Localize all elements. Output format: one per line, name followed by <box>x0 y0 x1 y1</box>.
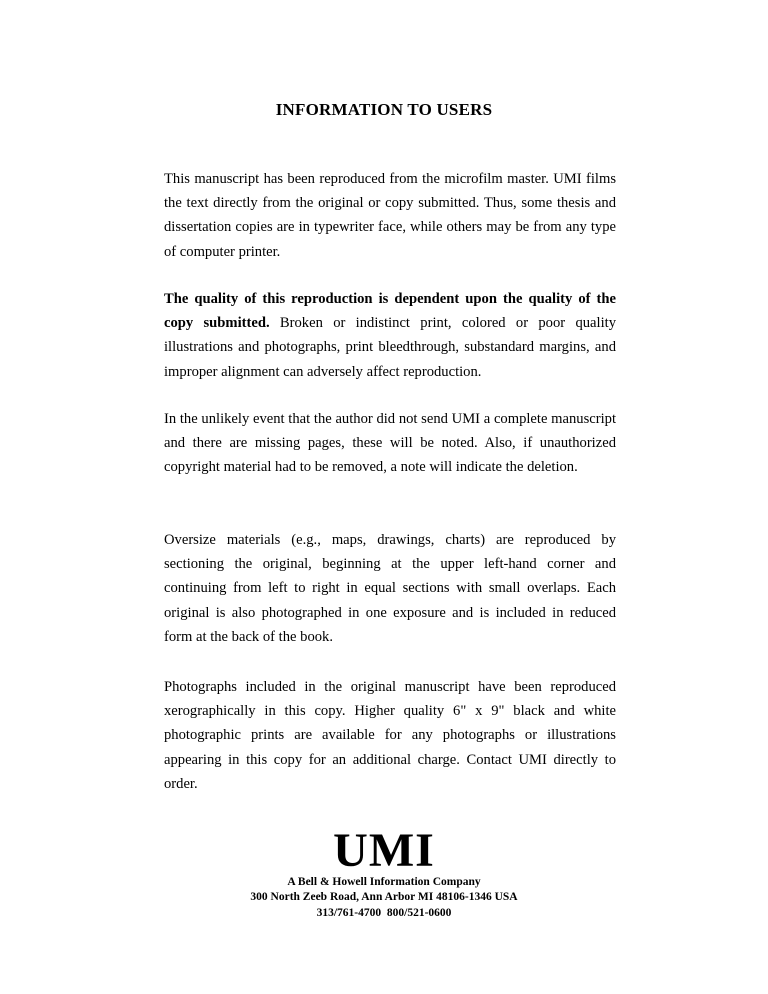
quality-details: Broken or indistinct print, colored or poor quality illustrations and photographs, print bleedthrough, substandard margins, and improper alignment can adversely affect reproduction. <box>164 315 616 380</box>
paragraph-photographs-note: Photographs included in the original manuscript have been reproduced xerographically in this copy. Higher quality 6" x 9" black and white photographic prints are available for any photographs or illustrations appearing in this copy for an additional charge. Contact UMI directly to order. <box>164 679 616 792</box>
publisher-phones: 313/761-4700 800/521-0600 <box>316 907 452 919</box>
paragraph-reproduction-note: This manuscript has been reproduced from the microfilm master. UMI films the text directly from the original or copy submitted. Thus, some thesis and dissertation copies are in typewriter face, while others may be from any type of computer printer. <box>164 171 616 260</box>
quality-statement: The quality of this reproduction is dependent upon the quality of the copy submitted. <box>164 291 616 332</box>
page-title: INFORMATION TO USERS <box>275 100 493 119</box>
publisher-company: A Bell & Howell Information Company <box>287 876 481 888</box>
publisher-address: 300 North Zeeb Road, Ann Arbor MI 48106-1346 USA <box>250 891 518 903</box>
umi-logo: UMI <box>333 824 435 877</box>
paragraph-missing-pages-note: In the unlikely event that the author did not send UMI a complete manuscript and there are missing pages, these will be noted. Also, if unauthorized copyright material had to be removed, a note will indicate the deletion. <box>164 411 616 476</box>
paragraph-oversize-note: Oversize materials (e.g., maps, drawings, charts) are reproduced by sectioning the original, beginning at the upper left-hand corner and continuing from left to right in equal sections with small overlaps. Each original is also photographed in one exposure and is included in reduced form at the back of the book. <box>164 532 616 645</box>
paragraph-quality-note <box>164 287 616 384</box>
